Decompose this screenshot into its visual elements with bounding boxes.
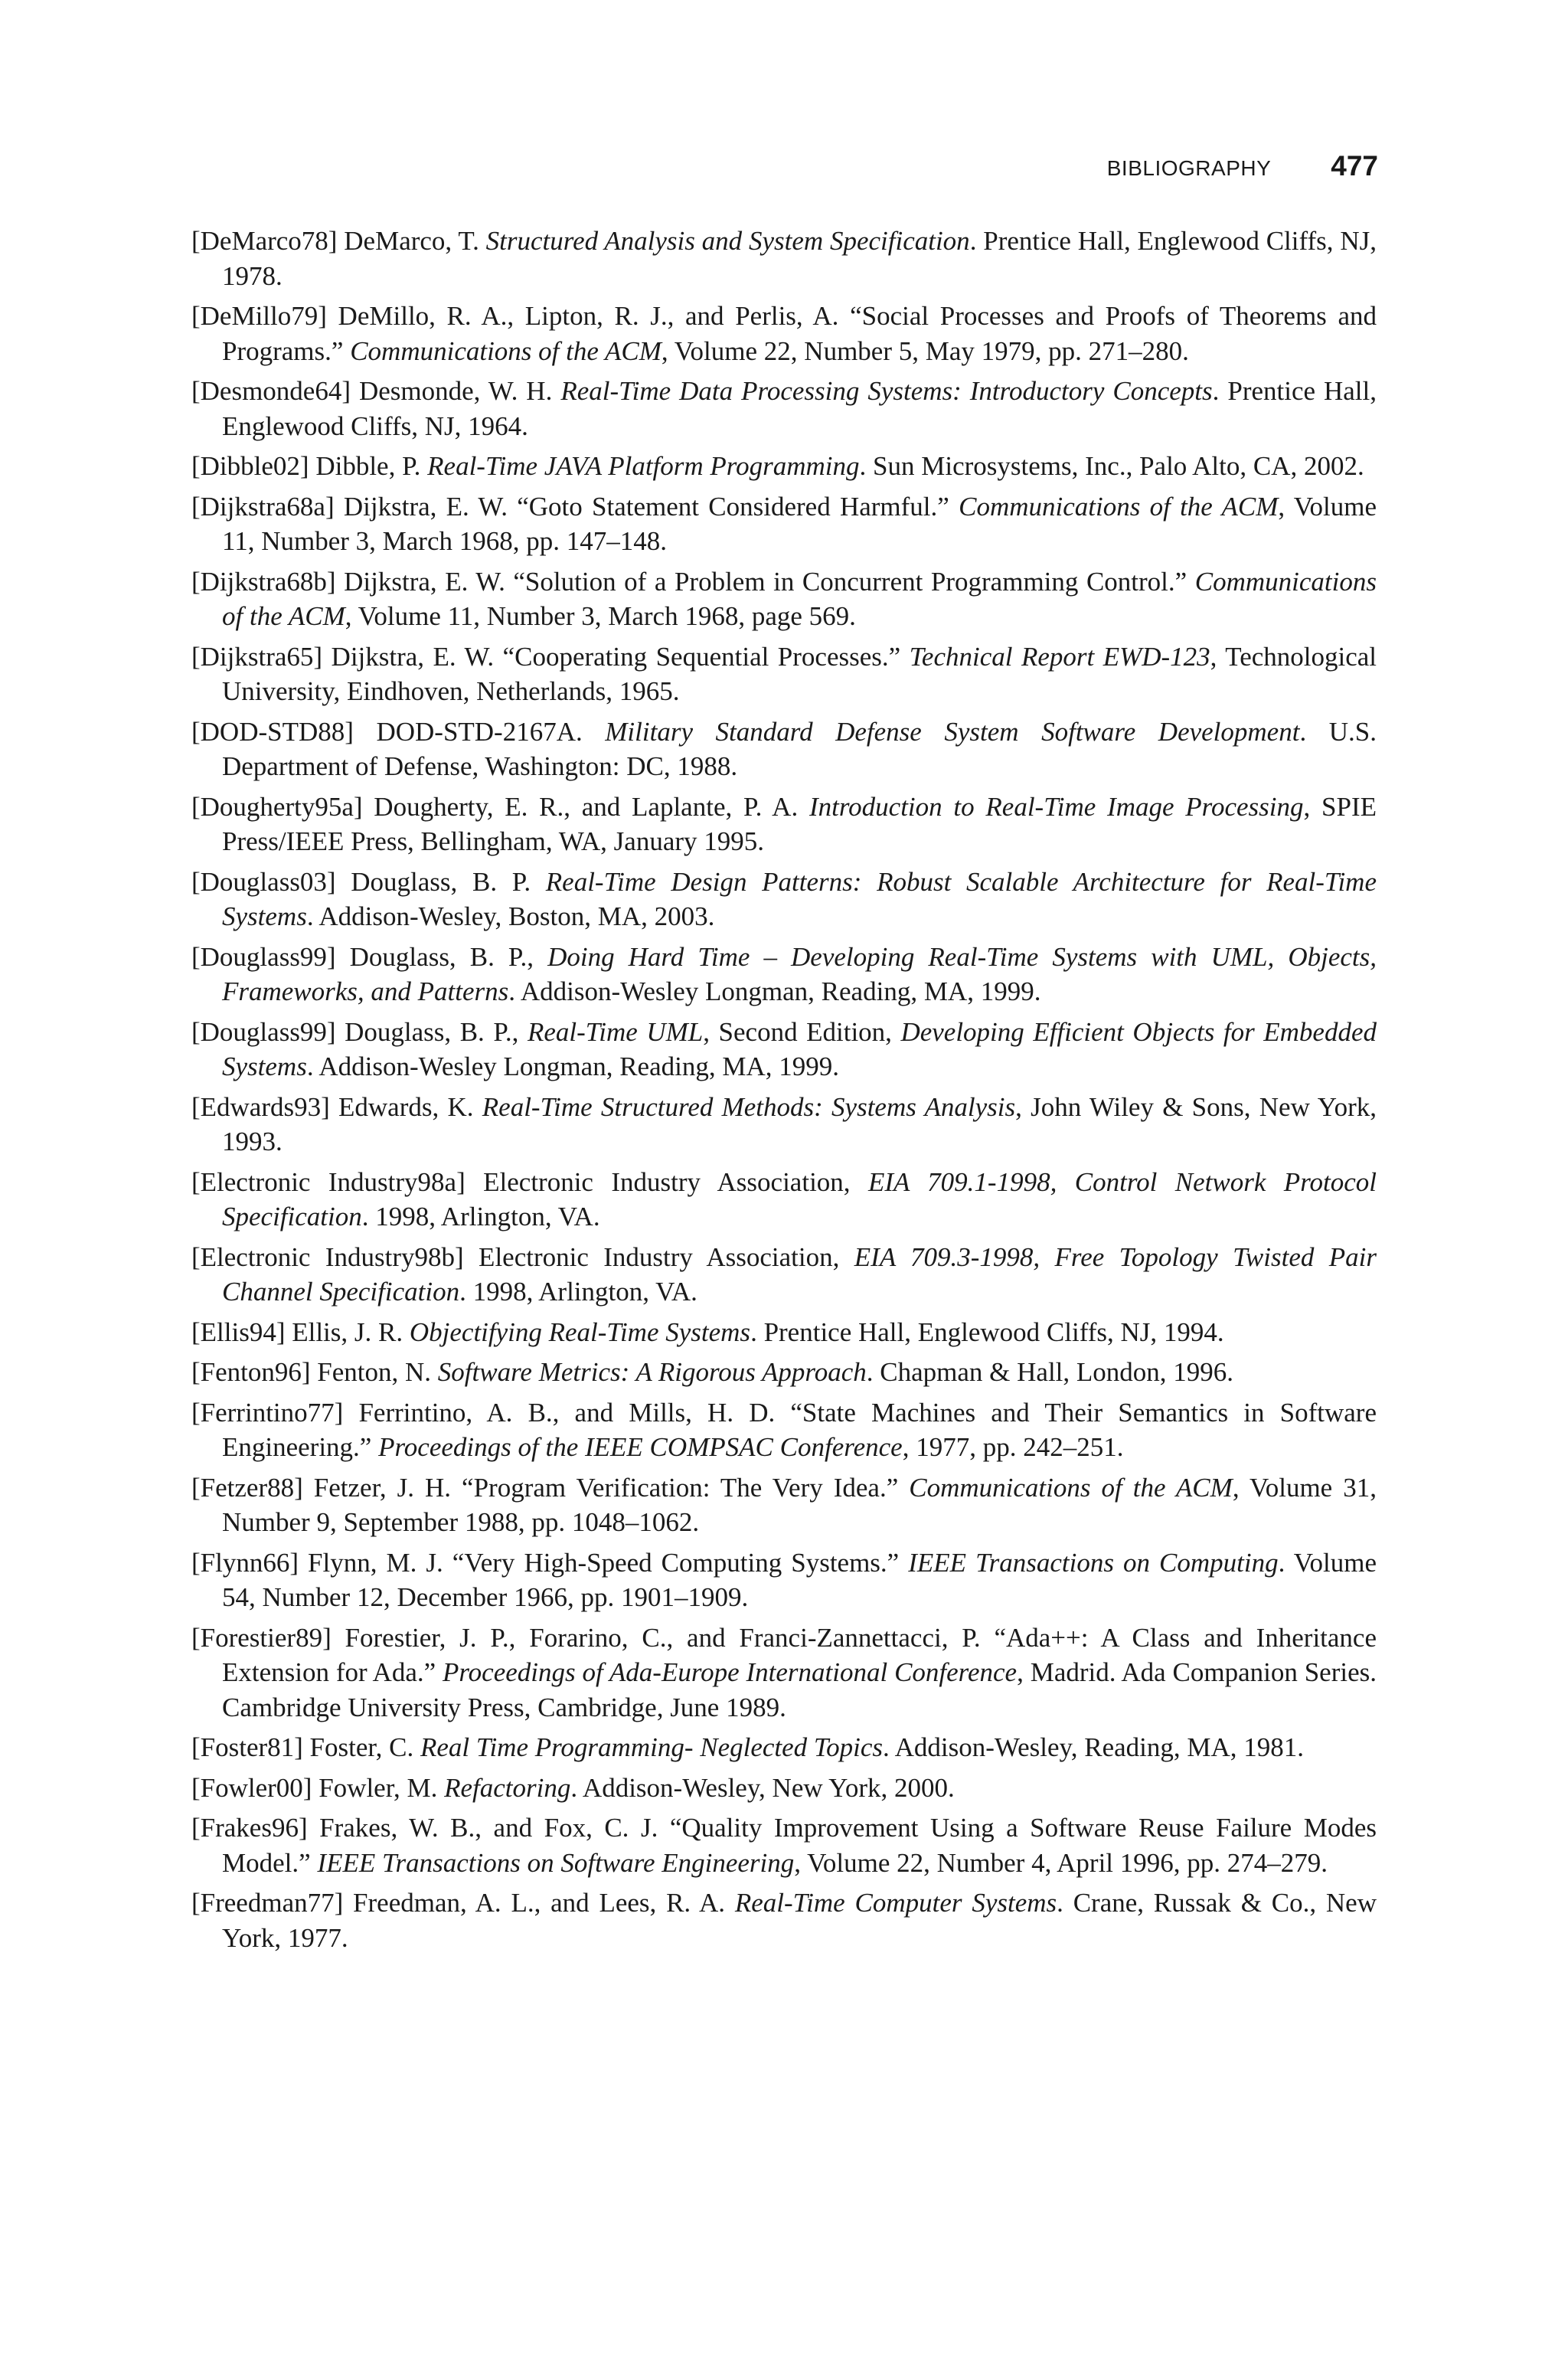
entry-title-italic: Refactoring [444,1772,571,1803]
bibliography-entry [191,1315,1377,1350]
entry-text: , Second Edition, [703,1016,901,1047]
bibliography-entry [191,1240,1377,1310]
page-number: 477 [1331,150,1378,182]
bibliography-entry [191,374,1377,443]
bibliography-entry [191,865,1377,934]
entry-text: . Sun Microsystems, Inc., Palo Alto, CA, 2002. [859,451,1364,481]
entry-text: [Edwards93] Edwards, K. [191,1091,482,1122]
bibliography-entry [191,224,1377,293]
entry-text: . Volume 54, Number 12, December 1966, pp. 1901–1909. [222,1547,1377,1612]
entry-text: [Dougherty95a] Dougherty, E. R., and Laplante, P. A. [191,791,809,822]
entry-text: [DeMarco78] DeMarco, T. [191,226,486,256]
entry-title-italic: Real-Time Data Processing Systems: Introductory Concepts [560,376,1213,406]
entry-title-italic: IEEE Transactions on Software Engineering [317,1847,795,1878]
running-head [1107,150,1378,182]
entry-title-italic: Communications of the ACM [959,491,1279,522]
entry-text: . Chapman & Hall, London, 1996. [866,1357,1234,1387]
entry-text: , Volume 11, Number 3, March 1968, pp. 147–148. [222,491,1377,556]
entry-text: . Prentice Hall, Englewood Cliffs, NJ, 1978. [222,226,1377,291]
entry-text: [Electronic Industry98b] Electronic Industry Association, [191,1241,854,1272]
bibliography-entry [191,1355,1377,1390]
bibliography-entry [191,1545,1377,1615]
bibliography-entry [191,1015,1377,1084]
entry-text: . Addison-Wesley Longman, Reading, MA, 1999. [508,976,1041,1006]
entry-text: , John Wiley & Sons, New York, 1993. [222,1091,1377,1156]
bibliography-entry [191,1621,1377,1725]
entry-text: [Flynn66] Flynn, M. J. “Very High-Speed Computing Systems.” [191,1547,909,1578]
entry-text: . 1998, Arlington, VA. [459,1277,697,1307]
bibliography-entry [191,940,1377,1009]
entry-text: [Dijkstra65] Dijkstra, E. W. “Cooperating Sequential Processes.” [191,641,910,672]
entry-title-italic: Structured Analysis and System Specification [485,226,970,256]
entry-title-italic: Software Metrics: A Rigorous Approach [437,1357,867,1387]
entry-text: [Dijkstra68b] Dijkstra, E. W. “Solution of a Problem in Concurrent Programming Control.” [191,566,1195,597]
entry-text: [Dibble02] Dibble, P. [191,451,428,481]
entry-text: [Fowler00] Fowler, M. [191,1772,445,1803]
bibliography-entry [191,449,1377,484]
bibliography-entry [191,639,1377,709]
bibliography-list [191,224,1377,1961]
entry-text: [Douglass99] Douglass, B. P., [191,1016,528,1047]
entry-title-italic: Real-Time Design Patterns: Robust Scalable Architecture for Real-Time Systems [222,866,1377,931]
entry-title-italic: Communications of the ACM [222,566,1377,631]
entry-text: [Fetzer88] Fetzer, J. H. “Program Verification: The Very Idea.” [191,1472,910,1503]
bibliography-entry [191,1771,1377,1806]
bibliography-entry [191,715,1377,784]
entry-title-italic: Doing Hard Time – Developing Real-Time Systems with UML, Objects, Frameworks, and Patterns [222,941,1377,1006]
entry-text: [Freedman77] Freedman, A. L., and Lees, R. A. [191,1888,735,1918]
entry-text: [Desmonde64] Desmonde, W. H. [191,376,561,406]
bibliography-entry [191,1730,1377,1765]
entry-title-italic: Introduction to Real-Time Image Processing [808,791,1304,822]
entry-text: [Fenton96] Fenton, N. [191,1357,438,1387]
entry-text: , SPIE Press/IEEE Press, Bellingham, WA, January 1995. [222,791,1377,856]
entry-title-italic: Proceedings of Ada-Europe International Conference [442,1657,1018,1687]
entry-title-italic: Developing Efficient Objects for Embedded Systems [222,1016,1377,1081]
entry-text: , 1977, pp. 242–251. [902,1432,1124,1462]
bibliography-entry [191,564,1377,634]
entry-text: [Frakes96] Frakes, W. B., and Fox, C. J. “Quality Improvement Using a Software Reuse Failure Modes Model.” [191,1813,1377,1878]
entry-title-italic: Objectifying Real-Time Systems [409,1316,751,1347]
entry-text: . Addison-Wesley, New York, 2000. [570,1772,955,1803]
entry-text: [Dijkstra68a] Dijkstra, E. W. “Goto Statement Considered Harmful.” [191,491,959,522]
entry-text: , Madrid. Ada Companion Series. Cambridge University Press, Cambridge, June 1989. [222,1657,1377,1722]
bibliography-entry [191,1395,1377,1465]
entry-title-italic: Real-Time Structured Methods: Systems Analysis [482,1091,1016,1122]
entry-text: . Prentice Hall, Englewood Cliffs, NJ, 1964. [222,376,1377,441]
entry-title-italic: Proceedings of the IEEE COMPSAC Conference [378,1432,903,1462]
entry-text: . Addison-Wesley, Boston, MA, 2003. [306,901,715,931]
entry-title-italic: Real-Time UML [527,1016,704,1047]
bibliography-entry [191,1886,1377,1955]
entry-text: . Crane, Russak & Co., New York, 1977. [222,1888,1377,1953]
entry-title-italic: EIA 709.3-1998, Free Topology Twisted Pair Channel Specification [222,1241,1377,1307]
entry-title-italic: Technical Report EWD-123 [909,641,1210,672]
entry-text: [DOD-STD88] DOD-STD-2167A. [191,716,606,747]
entry-text: , Technological University, Eindhoven, Netherlands, 1965. [222,641,1377,706]
bibliography-entry [191,299,1377,368]
entry-title-italic: Real-Time Computer Systems [734,1888,1057,1918]
entry-text: , Volume 11, Number 3, March 1968, page 569. [345,601,856,631]
entry-text: , Volume 22, Number 4, April 1996, pp. 274–279. [794,1847,1328,1878]
entry-text: [Ferrintino77] Ferrintino, A. B., and Mills, H. D. “State Machines and Their Semantics in Software Engineering.” [191,1397,1377,1462]
entry-text: [Electronic Industry98a] Electronic Industry Association, [191,1166,868,1197]
bibliography-entry [191,489,1377,559]
bibliography-entry [191,1165,1377,1235]
entry-text: . Addison-Wesley, Reading, MA, 1981. [883,1732,1305,1762]
bibliography-entry [191,1810,1377,1880]
entry-title-italic: Real Time Programming- Neglected Topics [420,1732,884,1762]
entry-text: [Douglass99] Douglass, B. P., [191,941,548,972]
entry-title-italic: Communications of the ACM [350,335,662,366]
entry-text: . 1998, Arlington, VA. [361,1202,600,1231]
bibliography-entry [191,1090,1377,1159]
entry-text: , Volume 31, Number 9, September 1988, pp. 1048–1062. [222,1472,1377,1537]
entry-title-italic: Communications of the ACM [909,1472,1233,1503]
entry-title-italic: Real-Time JAVA Platform Programming [427,451,860,481]
entry-title-italic: IEEE Transactions on Computing [908,1547,1279,1578]
entry-text: . Prentice Hall, Englewood Cliffs, NJ, 1994. [750,1316,1224,1347]
entry-text: [Ellis94] Ellis, J. R. [191,1316,410,1347]
entry-text: . Addison-Wesley Longman, Reading, MA, 1999. [306,1052,839,1081]
entry-text: [Foster81] Foster, C. [191,1732,421,1762]
entry-text: [Douglass03] Douglass, B. P. [191,866,546,897]
entry-title-italic: EIA 709.1-1998, Control Network Protocol Specification [222,1166,1377,1231]
entry-text: , Volume 22, Number 5, May 1979, pp. 271–280. [661,335,1189,366]
entry-text: [DeMillo79] DeMillo, R. A., Lipton, R. J., and Perlis, A. “Social Processes and Proofs of Theorems and Programs.” [191,301,1377,366]
entry-text: [Forestier89] Forestier, J. P., Forarino, C., and Franci-Zannettacci, P. “Ada++: A Class and Inheritance Extension for Ada.” [191,1622,1377,1687]
running-title: BIBLIOGRAPHY [1106,156,1272,180]
bibliography-entry [191,790,1377,859]
entry-text: . U.S. Department of Defense, Washington: DC, 1988. [222,716,1377,781]
entry-title-italic: Military Standard Defense System Software Development [605,716,1300,747]
bibliography-entry [191,1470,1377,1540]
